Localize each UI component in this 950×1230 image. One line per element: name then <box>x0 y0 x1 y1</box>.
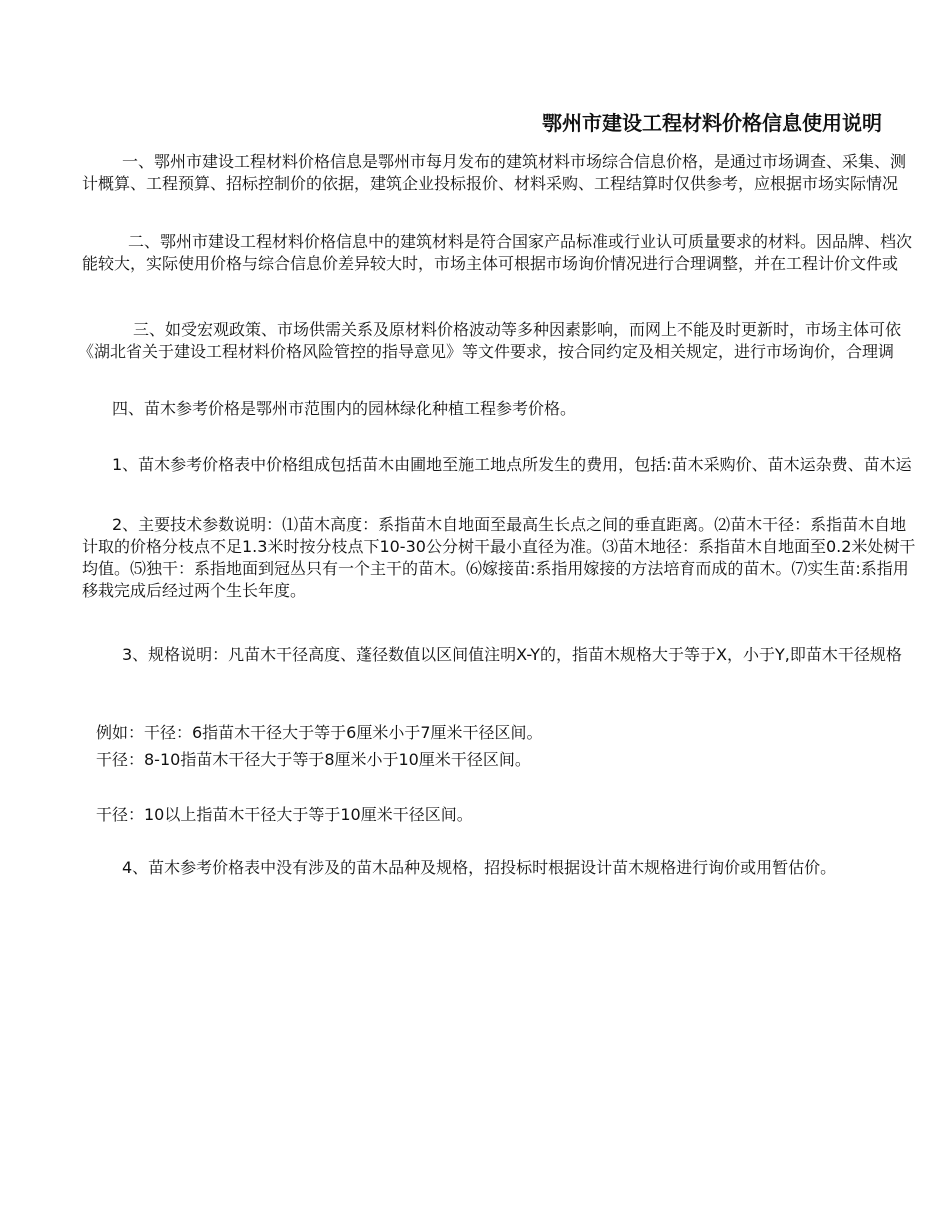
paragraph-2-line-1: 二、鄂州市建设工程材料价格信息中的建筑材料是符合国家产品标准或行业认可质量要求的材料。因品牌、档次 <box>128 232 913 251</box>
item-2-line-3: 均值。⑸独干：系指地面到冠丛只有一个主干的苗木。⑹嫁接苗:系指用嫁接的方法培育而成的苗木。⑺实生苗:系指用 <box>82 559 909 578</box>
paragraph-1-line-1: 一、鄂州市建设工程材料价格信息是鄂州市每月发布的建筑材料市场综合信息价格，是通过市场调查、采集、测 <box>122 152 907 171</box>
paragraph-3-line-2: 《湖北省关于建设工程材料价格风险管控的指导意见》等文件要求，按合同约定及相关规定，进行市场询价，合理调 <box>78 342 895 361</box>
document-title: 鄂州市建设工程材料价格信息使用说明 <box>542 111 882 135</box>
paragraph-4: 四、苗木参考价格是鄂州市范围内的园林绿化种植工程参考价格。 <box>112 399 577 418</box>
item-1: 1、苗木参考价格表中价格组成包括苗木由圃地至施工地点所发生的费用，包括:苗木采购价、苗木运杂费、苗木运 <box>112 455 912 474</box>
item-2-line-4: 移栽完成后经过两个生长年度。 <box>82 581 307 600</box>
item-3: 3、规格说明：凡苗木干径高度、蓬径数值以区间值注明X-Y的，指苗木规格大于等于X，小于Y,即苗木干径规格 <box>122 645 902 664</box>
example-line-1: 例如：干径：6指苗木干径大于等于6厘米小于7厘米干径区间。 <box>96 723 543 742</box>
example-line-2: 干径：8-10指苗木干径大于等于8厘米小于10厘米干径区间。 <box>96 750 531 769</box>
item-2-line-1: 2、主要技术参数说明：⑴苗木高度：系指苗木自地面至最高生长点之间的垂直距离。⑵苗木干径：系指苗木自地 <box>112 515 907 534</box>
paragraph-2-line-2: 能较大，实际使用价格与综合信息价差异较大时，市场主体可根据市场询价情况进行合理调整，并在工程计价文件或 <box>82 254 899 273</box>
paragraph-3-line-1: 三、如受宏观政策、市场供需关系及原材料价格波动等多种因素影响，而网上不能及时更新时，市场主体可依 <box>133 320 902 339</box>
item-2-line-2: 计取的价格分枝点不足1.3米时按分枝点下10-30公分树干最小直径为准。⑶苗木地径：系指苗木自地面至0.2米处树干 <box>82 537 916 556</box>
example-line-3: 干径：10以上指苗木干径大于等于10厘米干径区间。 <box>96 805 473 824</box>
item-4: 4、苗木参考价格表中没有涉及的苗木品种及规格，招投标时根据设计苗木规格进行询价或用暂估价。 <box>122 858 837 877</box>
paragraph-1-line-2: 计概算、工程预算、招标控制价的依据，建筑企业投标报价、材料采购、工程结算时仅供参考，应根据市场实际情况 <box>82 174 899 193</box>
